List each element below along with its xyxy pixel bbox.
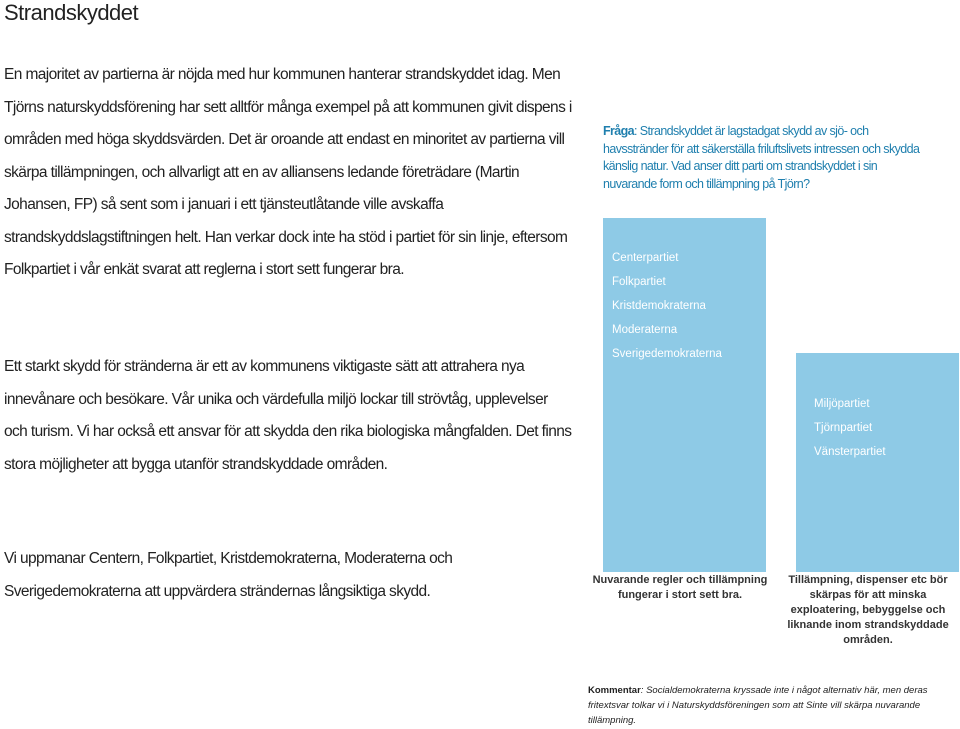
question-label: Fråga	[603, 124, 635, 138]
paragraph-appeal: Vi uppmanar Centern, Folkpartiet, Kristdemokraterna, Moderaterna och Sverigedemokraterna att uppvärdera strändernas långsiktiga skydd.	[4, 550, 453, 600]
comment-text: : Socialdemokraterna kryssade inte i något alternativ här, men deras fritextsvar tolkar vi i Naturskyddsföreningen som att Sinte vill skärpa nuvarande tillämpning.	[588, 685, 928, 726]
category-label-tighten: Tillämpning, dispenser etc bör skärpas för att minska exploatering, bebyggelse och liknande inom strandskyddade områden.	[787, 574, 949, 646]
party-label: Miljöpartiet	[814, 398, 870, 410]
comment	[588, 683, 960, 728]
bar-current-rules-ok	[603, 218, 766, 572]
paragraph-strong-protection: Ett starkt skydd för stränderna är ett av kommunens viktigaste sätt att attrahera nya innevånare och besökare. Vår unika och värdefulla miljö lockar till strövtåg, upplevelser och turism. Vi har också ett ansvar för att skydda den rika biologiska mångfalden. Det finns stora möjligheter att bygga utanför strandskyddade områden.	[4, 358, 572, 473]
paragraph-majority: En majoritet av partierna är nöjda med hur kommunen hanterar strandskyddet idag. Men Tjörns naturskyddsförening har sett alltför många exempel på att kommunen givit dispens i områden med höga skyddsvärden. Det är oroande att endast en minoritet av partierna vill skärpa tillämpningen, och allvarligt att en av alliansens ledande företrädare (Martin Johansen, FP) så sent som i januari i ett tjänsteutlåtande ville avskaffa strandskyddslagstiftningen helt. Han verkar dock inte ha stöd i partiet för sin linje, eftersom Folkpartiet i vår enkät svarat att reglerna i stort sett fungerar bra.	[4, 66, 572, 278]
category-label-current-rules: Nuvarande regler och tillämpning fungerar i stort sett bra.	[592, 574, 768, 601]
party-label: Vänsterpartiet	[814, 446, 886, 458]
comment-label: Kommentar	[588, 685, 641, 696]
party-label: Folkpartiet	[612, 276, 666, 288]
survey-question	[603, 123, 933, 193]
question-text: : Strandskyddet är lagstadgat skydd av sjö- och havsstränder för att säkerställa friluftslivets intressen och skydda känslig natur. Vad anser ditt parti om strandskyddet i sin nuvarande form och tillämpning på Tjörn?	[603, 124, 920, 191]
party-label: Moderaterna	[612, 324, 678, 336]
party-label: Centerpartiet	[612, 252, 679, 264]
party-label: Sverigedemokraterna	[612, 348, 722, 360]
party-label: Kristdemokraterna	[612, 300, 706, 312]
page-title: Strandskyddet	[4, 0, 139, 25]
party-label: Tjörnpartiet	[814, 422, 873, 434]
bar-tighten-application	[796, 353, 959, 572]
